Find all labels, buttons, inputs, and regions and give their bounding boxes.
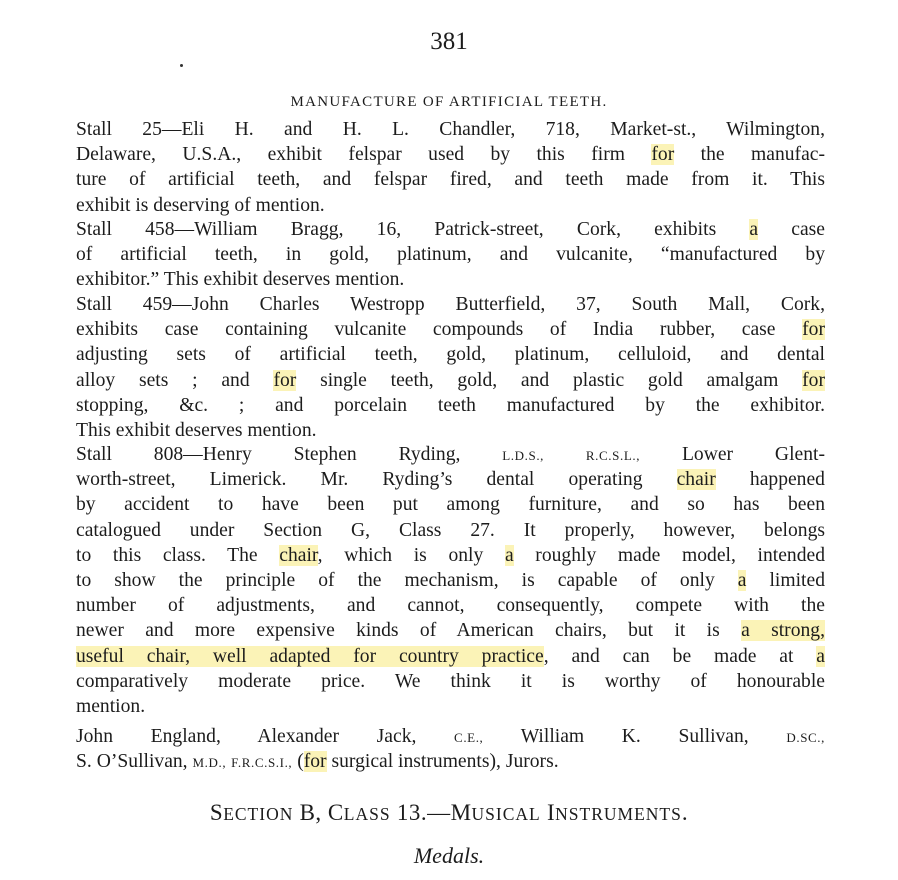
text-line [49,568,825,593]
section-heading [0,800,898,826]
text-segment: case [758,219,825,240]
highlighted-text: a strong, [741,620,825,642]
highlighted-text: for [651,144,675,166]
text-line [49,342,825,367]
section-heading-part: LASS [343,804,391,824]
highlighted-text: a [816,645,825,667]
text-line [49,694,825,719]
text-segment: exhibit is deserving of mention. [76,194,325,216]
paragraph-stall-459 [49,292,825,443]
small-caps-text: F.R.C.S.I., [231,755,293,771]
small-caps-text: D.SC., [786,730,825,745]
small-caps-text: C.E., [454,730,484,745]
text-segment: catalogued under Section G, Class 27. It properly, however, belongs [76,519,825,541]
text-line [49,242,825,267]
section-heading-part: S [209,800,224,825]
text-line [49,492,825,517]
small-caps-text: R.C.S.L., [585,448,641,463]
section-heading-part: I [540,800,556,825]
text-segment: Stall 808—Henry Stephen Ryding, [76,444,503,465]
print-speck [180,64,183,67]
highlighted-text: chair [676,469,716,491]
text-segment [544,444,586,465]
text-line [49,669,825,694]
text-segment: stopping, &c. ; and porcelain teeth manufactured by the exhibitor. [76,394,825,416]
text-segment: of artificial teeth, in gold, platinum, and vulcanite, “manufactured by [76,244,825,266]
text-segment: Delaware, U.S.A., exhibit felspar used by this firm [76,144,652,166]
paragraph-stall-808 [49,442,825,719]
text-segment: single teeth, gold, and plastic gold amalgam [296,369,803,391]
subheading-cut [0,845,898,880]
text-segment: Stall 458—William Bragg, 16, Patrick-street, Cork, exhibits [76,219,750,240]
text-line [49,167,825,192]
text-line [49,368,825,393]
text-segment: William K. Sullivan, [483,726,787,747]
text-line [49,418,825,443]
text-line [49,292,825,317]
section-heading-part: . [681,800,689,825]
highlighted-text: useful chair, well adapted for country practice [76,645,544,667]
text-segment: limited [746,569,825,591]
text-line [49,317,825,342]
section-heading-part: USICAL [471,804,541,824]
small-caps-text: M.D., [192,755,227,771]
text-segment: ture of artificial teeth, and felspar fired, and teeth made from it. This [76,169,825,191]
text-segment: , which is only [317,544,505,566]
text-line [49,142,825,167]
text-segment: number of adjustments, and cannot, consequently, compete with the [76,595,825,617]
text-line [49,117,825,142]
section-heading-part: NSTRUMENTS [555,804,682,824]
text-segment: Lower Glent- [640,444,825,465]
paragraph-jurors [49,724,825,774]
text-segment: adjusting sets of artificial teeth, gold, platinum, celluloid, and dental [76,344,825,366]
text-segment: mention. [76,695,146,717]
text-line [49,518,825,543]
text-segment: John England, Alexander Jack, [76,726,455,747]
highlighted-text: chair [279,544,318,566]
text-line [49,618,825,643]
text-segment: the manufac- [674,144,825,166]
text-segment: to show the principle of the mechanism, is capable of only [76,569,738,591]
text-line [49,393,825,418]
text-segment: This exhibit deserves mention. [76,419,317,441]
paragraph-stall-25 [49,117,825,218]
highlighted-text: for [303,751,327,773]
text-line [49,644,825,669]
text-segment: comparatively moderate price. We think it is worthy of honourable [76,670,825,692]
text-line [49,467,825,492]
text-segment: to this class. The [76,544,280,566]
text-segment: ( [292,751,304,773]
highlighted-text: a [749,219,759,240]
text-line [49,724,825,749]
highlighted-text: for [273,369,297,391]
section-heading-part: B, C [293,800,344,825]
text-segment: exhibitor.” This exhibit deserves mention. [76,269,405,291]
text-segment: surgical instruments), Jurors. [326,751,559,773]
highlighted-text: for [802,369,825,391]
text-segment: alloy sets ; and [76,369,274,391]
text-segment: worth-street, Limerick. Mr. Ryding’s dental operating [76,469,677,491]
text-segment: happened [715,469,825,491]
text-segment: exhibits case containing vulcanite compounds of India rubber, case [76,319,803,341]
highlighted-text: a [504,544,514,566]
text-segment: by accident to have been put among furniture, and so has been [76,494,825,516]
section-heading-part: 13.—M [390,800,472,825]
text-segment: , and can be made at [543,645,817,667]
text-line [49,593,825,618]
section-heading-part: ECTION [223,804,294,824]
text-segment: newer and more expensive kinds of American chairs, but it is [76,620,742,642]
text-line [49,217,825,242]
page-number: 381 [430,28,468,55]
text-line [49,267,825,292]
text-line [49,442,825,467]
text-segment: Stall 459—John Charles Westropp Butterfield, 37, South Mall, Cork, [76,294,825,315]
text-segment: Stall 25—Eli H. and H. L. Chandler, 718, Market-st., Wilmington, [76,119,825,140]
paragraph-stall-458 [49,217,825,293]
text-line [49,193,825,218]
subheading-partial: Medals. [413,845,485,868]
text-line [49,749,825,774]
text-segment: S. O’Sullivan, [76,751,193,773]
highlighted-text: a [737,569,747,591]
article-heading: MANUFACTURE OF ARTIFICIAL TEETH. [290,94,608,110]
small-caps-text: L.D.S., [502,448,545,463]
highlighted-text: for [802,319,825,341]
text-segment: roughly made model, intended [513,544,825,566]
text-line [49,543,825,568]
